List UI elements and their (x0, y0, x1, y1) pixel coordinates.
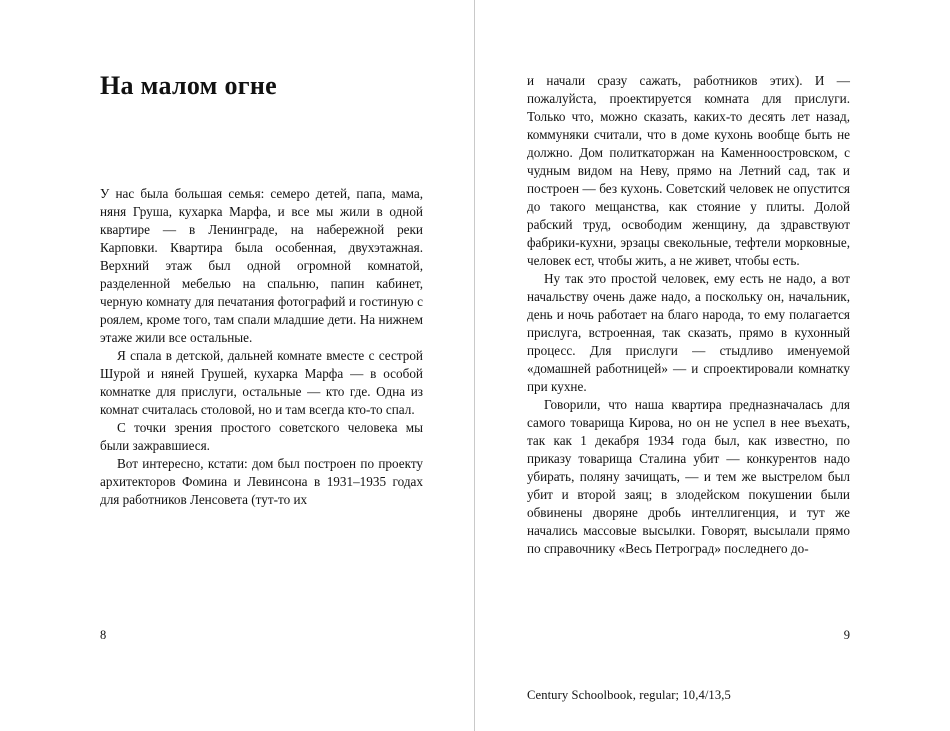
paragraph: Говорили, что наша квартира предназначалась для самого товарища Кирова, но он не успел в нее въехать, так как 1 декабря 1934 года был, как известно, по приказу товарища Сталина убит — конкурентов надо убирать, поляну зачищать, — и тем же выстрелом был убит и второй заяц; в злодейском покушении были обвинены дворяне дробь интеллигенция, и тут же начались массовые высылки. Говорят, высылали прямо по справочнику «Весь Петроград» последнего до- (527, 397, 850, 556)
right-page-text-block (527, 0, 850, 558)
typeface-caption: Century Schoolbook, regular; 10,4/13,5 (527, 688, 731, 702)
paragraph: С точки зрения простого советского человека мы были зажравшиеся. (100, 419, 423, 453)
chapter-title: На малом огне (100, 71, 278, 100)
paragraph: Ну так это простой человек, ему есть не надо, а вот начальству очень даже надо, а поскольку он, начальник, день и ночь работает на благо народа, то ему полагается прислуга, встроенная, так сказать, прямо в кухонный процесс. Для прислуги — стыдливо именуемой «домашней работницей» — и спроектировали комнатку при кухне. (527, 271, 850, 394)
paragraph: У нас была большая семья: семеро детей, папа, мама, няня Груша, кухарка Марфа, и все мы жили в одной квартире — в Ленинграде, на набережной реки Карповки. Квартира была особенная, двухэтажная. Верхний этаж был одной огромной комнатой, разделенной мебелью на спальню, папин кабинет, черную комнату для печатания фотографий и гостиную с роялем, кроме того, там спали младшие дети. На нижнем этаже жили все остальные. (100, 185, 423, 345)
right-page (475, 0, 950, 731)
page-number-left: 8 (100, 628, 107, 642)
paragraph: Я спала в детской, дальней комнате вместе с сестрой Шурой и няней Грушей, кухарка Марфа — в особой комнатке для прислуги, остальные — кто где. Одна из комнат считалась столовой, но и там всегда кто-то спал. (100, 347, 423, 417)
page-number-right: 9 (843, 628, 850, 642)
paragraph: Вот интересно, кстати: дом был построен по проекту архитекторов Фомина и Левинсона в 1931–1935 годах для работников Ленсовета (тут-то их (100, 455, 423, 507)
left-page-text-block (100, 185, 423, 509)
paragraph: и начали сразу сажать, работников этих). И — пожалуйста, проектируется комната для прислуги. Только что, можно сказать, каких-то десять лет назад, коммуняки считали, что в доме кухонь вообще быть не должно. Дом политкаторжан на Каменноостровском, с чудным видом на Неву, прямо на Летний сад, так и построен — без кухонь. Советский человек не опустится до такого мещанства, как стояние у плиты. Долой рабский труд, освободим женщину, да здравствуют фабрики-кухни, эрзацы свекольные, тефтели морковные, человек ест, чтобы жить, а не живет, чтобы есть. (527, 73, 850, 268)
